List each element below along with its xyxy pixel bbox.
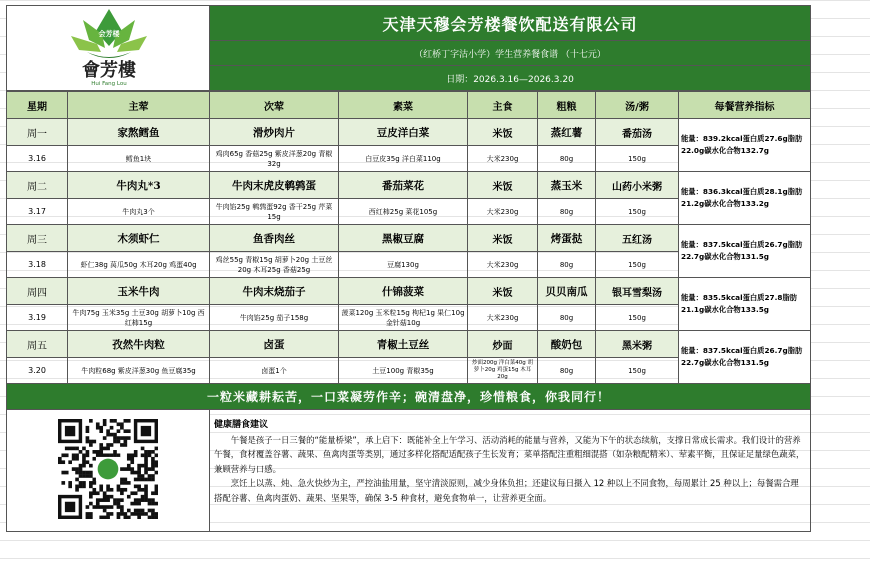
second-detail: 牛肉馅25g 鹌鹑蛋92g 香干25g 芹菜15g [210, 199, 339, 225]
logo-name: 會芳樓 [82, 60, 136, 81]
date-label: 3.20 [7, 358, 68, 384]
coarse-grain: 烤蛋挞 [538, 225, 596, 252]
col-header-nutrition: 每餐营养指标 [679, 92, 811, 119]
main-dish: 木须虾仁 [68, 225, 210, 252]
main-dish: 牛肉丸*3 [68, 172, 210, 199]
staple-detail: 炒面200g 洋白菜40g 胡萝卜20g 鸡蛋15g 木耳20g [468, 358, 538, 384]
second-detail: 鸡丝55g 青椒15g 胡萝卜20g 土豆丝20g 木耳25g 香菇25g [210, 252, 339, 278]
main-detail: 牛肉粒68g 紫皮洋葱30g 鱼豆腐35g [68, 358, 210, 384]
veg-detail: 菠菜120g 玉米粒15g 枸杞1g 果仁10g 金针菇10g [339, 305, 468, 331]
soup: 五红汤 [596, 225, 679, 252]
menu-subtitle: （红桥丁字沽小学）学生营养餐食谱 （十七元） [210, 41, 811, 66]
table-row [7, 119, 811, 146]
slogan-banner: 一粒米藏耕耘苦，一口菜凝劳作辛；碗清盘净，珍惜粮食，你我同行！ [7, 384, 811, 410]
second-dish: 鱼香肉丝 [210, 225, 339, 252]
staple-food: 炒面 [468, 331, 538, 358]
diet-advice [210, 410, 811, 532]
day-label: 周一 [7, 119, 68, 146]
staple-detail: 大米230g [468, 146, 538, 172]
coarse-grain: 贝贝南瓜 [538, 278, 596, 305]
staple-detail: 大米230g [468, 199, 538, 225]
logo-pinyin: Hui Fang Lou [91, 81, 127, 86]
staple-food: 米饭 [468, 225, 538, 252]
date-label: 3.16 [7, 146, 68, 172]
date-label: 3.18 [7, 252, 68, 278]
second-dish: 牛肉末虎皮鹌鹑蛋 [210, 172, 339, 199]
staple-food: 米饭 [468, 119, 538, 146]
staple-food: 米饭 [468, 172, 538, 199]
second-dish: 滑炒肉片 [210, 119, 339, 146]
soup-detail: 150g [596, 305, 679, 331]
veg-detail: 西红柿25g 菜花105g [339, 199, 468, 225]
second-dish: 卤蛋 [210, 331, 339, 358]
col-header-grain: 粗粮 [538, 92, 596, 119]
date-label: 3.17 [7, 199, 68, 225]
advice-paragraph: 烹饪上以蒸、炖、急火快炒为主，严控油盐用量，坚守清淡原则，减少身体负担；还建议每日摄入 12 种以上不同食物，每周累计 25 种以上；每餐需合理搭配谷薯、鱼禽肉蛋奶、蔬果、坚果等，确保 3-5 种食材，避免食物单一，让营养更全面。 [214, 478, 799, 503]
nutrition-info: 能量：835.5kcal蛋白质27.8脂肪21.1g碳水化合物133.5g [679, 278, 811, 331]
col-header-veg: 素菜 [339, 92, 468, 119]
soup: 黑米粥 [596, 331, 679, 358]
main-detail: 牛肉丸3个 [68, 199, 210, 225]
advice-title: 健康膳食建议 [214, 420, 269, 430]
veg-detail: 豆腐130g [339, 252, 468, 278]
soup: 山药小米粥 [596, 172, 679, 199]
grain-detail: 80g [538, 252, 596, 278]
grain-detail: 80g [538, 146, 596, 172]
veg-detail: 白豆皮35g 洋白菜110g [339, 146, 468, 172]
veg-detail: 土豆100g 青椒35g [339, 358, 468, 384]
soup-detail: 150g [596, 199, 679, 225]
second-detail: 牛肉馅25g 茄子158g [210, 305, 339, 331]
col-header-main: 主荤 [68, 92, 210, 119]
main-dish: 孜然牛肉粒 [68, 331, 210, 358]
staple-food: 米饭 [468, 278, 538, 305]
veg-dish: 黑椒豆腐 [339, 225, 468, 252]
main-detail: 鳕鱼1块 [68, 146, 210, 172]
col-header-soup: 汤/粥 [596, 92, 679, 119]
nutrition-info: 能量：839.2kcal蛋白质27.6g脂肪22.0g碳水化合物132.7g [679, 119, 811, 172]
second-detail: 鸡肉65g 香菇25g 紫皮洋葱20g 青椒32g [210, 146, 339, 172]
day-label: 周二 [7, 172, 68, 199]
coarse-grain: 蒸玉米 [538, 172, 596, 199]
menu-table [6, 91, 811, 384]
main-detail: 虾仁38g 莴瓜50g 木耳20g 鸡蛋40g [68, 252, 210, 278]
soup-detail: 150g [596, 358, 679, 384]
soup-detail: 150g [596, 146, 679, 172]
veg-dish: 什锦菠菜 [339, 278, 468, 305]
nutrition-info: 能量：837.5kcal蛋白质26.7g脂肪22.7g碳水化合物131.5g [679, 225, 811, 278]
qr-code-icon[interactable] [58, 419, 158, 519]
grain-detail: 80g [538, 358, 596, 384]
soup: 番茄汤 [596, 119, 679, 146]
veg-dish: 番茄菜花 [339, 172, 468, 199]
qr-code-cell [7, 410, 210, 532]
col-header-staple: 主食 [468, 92, 538, 119]
second-dish: 牛肉末烧茄子 [210, 278, 339, 305]
grain-detail: 80g [538, 199, 596, 225]
main-dish: 家熬鳕鱼 [68, 119, 210, 146]
date-range: 日期：2026.3.16—2026.3.20 [210, 66, 811, 91]
header-table [6, 5, 811, 91]
table-row [7, 331, 811, 358]
day-label: 周四 [7, 278, 68, 305]
coarse-grain: 酸奶包 [538, 331, 596, 358]
lotus-logo-icon [9, 6, 209, 86]
footer-table [6, 383, 811, 532]
company-title: 天津天穆会芳楼餐饮配送有限公司 [210, 6, 811, 41]
col-header-second: 次荤 [210, 92, 339, 119]
logo [7, 6, 210, 91]
second-detail: 卤蛋1个 [210, 358, 339, 384]
day-label: 周三 [7, 225, 68, 252]
main-dish: 玉米牛肉 [68, 278, 210, 305]
soup-detail: 150g [596, 252, 679, 278]
logo-badge-text: 会芳楼 [98, 30, 120, 38]
main-detail: 牛肉75g 玉米35g 土豆30g 胡萝卜10g 西红柿15g [68, 305, 210, 331]
advice-paragraph: 午餐是孩子一日三餐的“能量桥梁”，承上启下：既能补全上午学习、活动消耗的能量与营养，又能为下午的状态续航，支撑日常成长需求。我们设计的营养午餐，食材覆盖谷薯、蔬果、鱼禽肉蛋等类别，通过多样化搭配适配孩子生长发育；菜单搭配注重粗细混搭（如杂粮配精米）、荤素平衡，且保证足量绿色蔬菜，兼顾营养与口感。 [214, 434, 805, 474]
veg-dish: 青椒土豆丝 [339, 331, 468, 358]
table-row [7, 225, 811, 252]
staple-detail: 大米230g [468, 252, 538, 278]
table-row [7, 172, 811, 199]
nutrition-info: 能量：837.5kcal蛋白质26.7g脂肪22.7g碳水化合物131.5g [679, 331, 811, 384]
date-label: 3.19 [7, 305, 68, 331]
soup: 银耳雪梨汤 [596, 278, 679, 305]
day-label: 周五 [7, 331, 68, 358]
veg-dish: 豆皮洋白菜 [339, 119, 468, 146]
table-row [7, 278, 811, 305]
col-header-day: 星期 [7, 92, 68, 119]
nutrition-info: 能量：836.3kcal蛋白质28.1g脂肪21.2g碳水化合物133.2g [679, 172, 811, 225]
coarse-grain: 蒸红薯 [538, 119, 596, 146]
grain-detail: 80g [538, 305, 596, 331]
staple-detail: 大米230g [468, 305, 538, 331]
